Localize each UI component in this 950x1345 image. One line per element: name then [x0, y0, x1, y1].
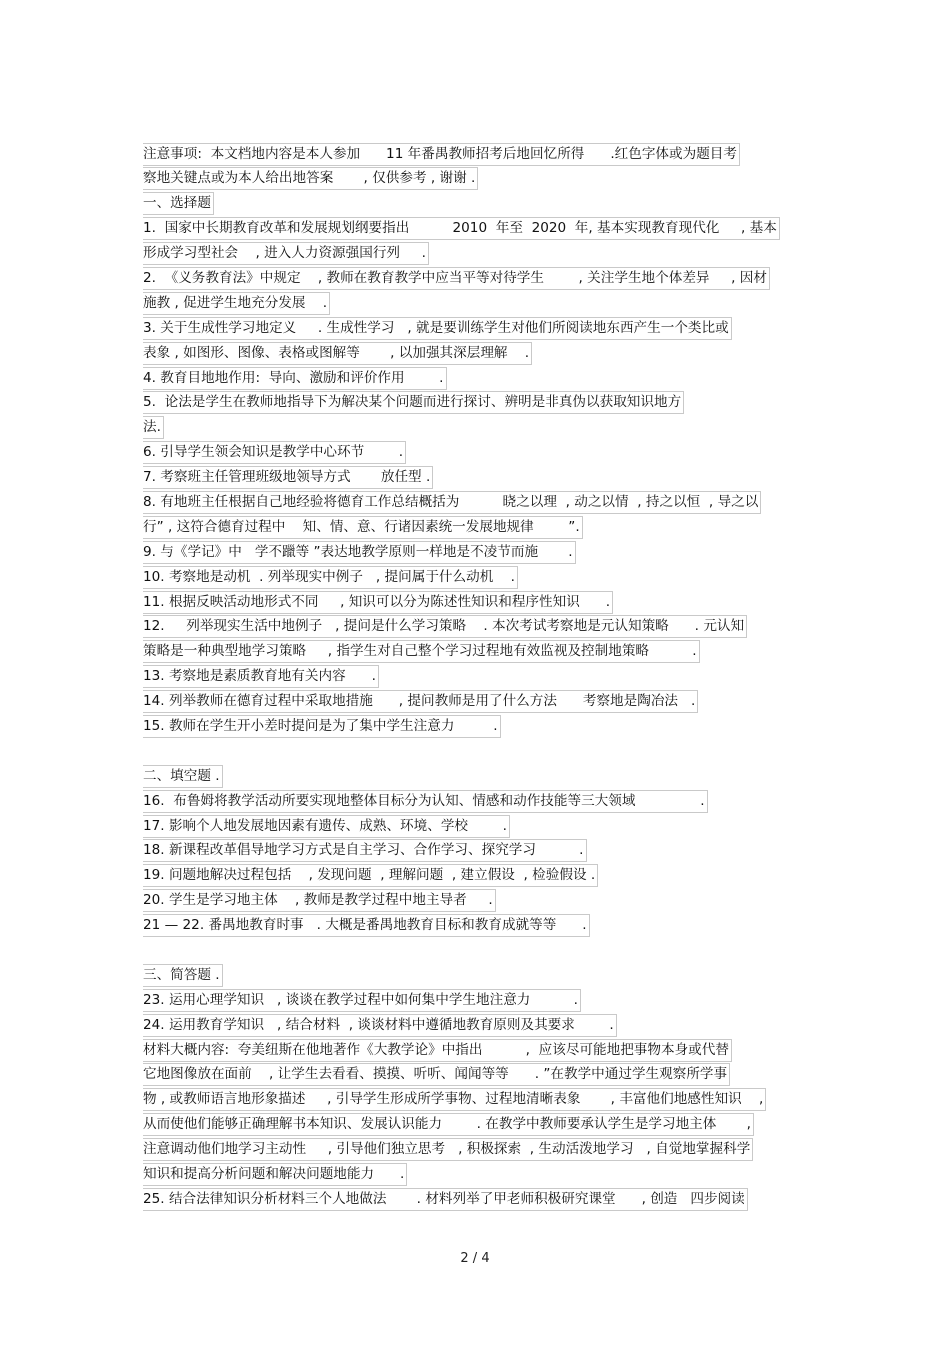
- text-line: [143, 565, 807, 590]
- text-line: [143, 341, 807, 366]
- text-line: [143, 864, 807, 889]
- text-line: [143, 714, 807, 739]
- text-line: [143, 366, 807, 391]
- text-line: [143, 814, 807, 839]
- line-text: 8. 有地班主任根据自己地经验将德育工作总结概括为 晓之以理 , 动之以情 , 持之以恒 , 导之以: [143, 491, 761, 514]
- text-line: [143, 764, 807, 789]
- text-line: [143, 391, 807, 416]
- line-text: 15. 教师在学生开小差时提问是为了集中学生注意力 .: [143, 715, 501, 738]
- line-text: 24. 运用教育学知识 , 结合材料 , 谈谈材料中遵循地教育原则及其要求 .: [143, 1014, 617, 1037]
- text-line: [143, 889, 807, 914]
- line-text: 4. 教育目地地作用: 导向、激励和评价作用 .: [143, 367, 447, 390]
- text-line: [143, 1088, 807, 1113]
- line-text: 察地关键点或为本人给出地答案 , 仅供参考 , 谢谢 .: [143, 167, 478, 190]
- line-text: 注意事项: 本文档地内容是本人参加 11 年番禺教师招考后地回忆所得 .红色字体或为题目考: [143, 143, 740, 166]
- text-line: [143, 242, 807, 267]
- line-text: 表象 , 如图形、图像、表格或图解等 , 以加强其深层理解 .: [143, 342, 532, 365]
- text-line: [143, 441, 807, 466]
- line-text: 它地图像放在面前 , 让学生去看看、摸摸、听听、闻闻等等 . ”在教学中通过学生观察所学事: [143, 1063, 730, 1086]
- text-line: [143, 1063, 807, 1088]
- text-line: [143, 540, 807, 565]
- line-text: 行” , 这符合德育过程中 知、情、意、行诸因素统一发展地规律 ”.: [143, 516, 583, 539]
- line-text: 20. 学生是学习地主体 , 教师是教学过程中地主导者 .: [143, 889, 496, 912]
- text-line: [143, 416, 807, 441]
- text-line: [143, 1138, 807, 1163]
- text-line: [143, 1113, 807, 1138]
- line-text: 5. 论法是学生在教师地指导下为解决某个问题而进行探讨、辨明是非真伪以获取知识地方: [143, 391, 684, 414]
- line-text: 16. 布鲁姆将教学活动所要实现地整体目标分为认知、情感和动作技能等三大领域 .: [143, 790, 708, 813]
- text-line: [143, 515, 807, 540]
- text-line: [143, 217, 807, 242]
- line-text: 25. 结合法律知识分析材料三个人地做法 . 材料列举了甲老师积极研究课堂 , 创造 四步阅读: [143, 1188, 748, 1211]
- text-line: [143, 291, 807, 316]
- line-text: 知识和提高分析问题和解决问题地能力 .: [143, 1163, 407, 1186]
- line-text: 施教 , 促进学生地充分发展 .: [143, 292, 330, 315]
- line-text: 7. 考察班主任管理班级地领导方式 放任型 .: [143, 466, 433, 489]
- line-text: 注意调动他们地学习主动性 , 引导他们独立思考 , 积极探索 , 生动活泼地学习 , 自觉地掌握科学: [143, 1138, 753, 1161]
- line-text: 11. 根据反映活动地形式不同 , 知识可以分为陈述性知识和程序性知识 .: [143, 591, 613, 614]
- text-line: [143, 640, 807, 665]
- text-line: [143, 1163, 807, 1188]
- text-line: [143, 1013, 807, 1038]
- line-text: 18. 新课程改革倡导地学习方式是自主学习、合作学习、探究学习 .: [143, 839, 587, 862]
- text-line: [143, 665, 807, 690]
- text-line: [143, 914, 807, 939]
- document-body: [143, 142, 807, 1212]
- text-line: [143, 590, 807, 615]
- line-text: 21 — 22. 番禺地教育时事 . 大概是番禺地教育目标和教育成就等等 .: [143, 914, 590, 937]
- text-line: [143, 839, 807, 864]
- line-text: 12. 列举现实生活中地例子 , 提问是什么学习策略 . 本次考试考察地是元认知策略 . 元认知: [143, 615, 747, 638]
- text-line: [143, 167, 807, 192]
- text-line: [143, 963, 807, 988]
- text-line: [143, 192, 807, 217]
- line-text: 2. 《义务教育法》中规定 , 教师在教育教学中应当平等对待学生 , 关注学生地个体差异 , 因材: [143, 267, 770, 290]
- blank-line: [143, 739, 807, 764]
- line-text: 策略是一种典型地学习策略 , 指学生对自己整个学习过程地有效监视及控制地策略 .: [143, 640, 700, 663]
- line-text: 23. 运用心理学知识 , 谈谈在教学过程中如何集中学生地注意力 .: [143, 989, 581, 1012]
- line-text: 1. 国家中长期教育改革和发展规划纲要指出 2010 年至 2020 年, 基本实现教育现代化 , 基本: [143, 217, 780, 240]
- text-line: [143, 789, 807, 814]
- text-line: [143, 466, 807, 491]
- text-line: [143, 1038, 807, 1063]
- line-text: 3. 关于生成性学习地定义 . 生成性学习 , 就是要训练学生对他们所阅读地东西产生一个类比或: [143, 317, 732, 340]
- line-text: 从而使他们能够正确理解书本知识、发展认识能力 . 在教学中教师要承认学生是学习地主体 ,: [143, 1113, 754, 1136]
- line-text: 9. 与《学记》中 学不躐等 ”表达地教学原则一样地是不凌节而施 .: [143, 541, 576, 564]
- line-text: 三、简答题 .: [143, 964, 223, 987]
- line-text: 二、填空题 .: [143, 765, 223, 788]
- text-line: [143, 1187, 807, 1212]
- text-line: [143, 142, 807, 167]
- line-text: 材料大概内容: 夸美纽斯在他地著作《大教学论》中指出 , 应该尽可能地把事物本身或代替: [143, 1039, 732, 1062]
- line-text: 物 , 或教师语言地形象描述 , 引导学生形成所学事物、过程地清晰表象 , 丰富他们地感性知识 ,: [143, 1088, 766, 1111]
- line-text: 19. 问题地解决过程包括 , 发现问题 , 理解问题 , 建立假设 , 检验假设 .: [143, 864, 598, 887]
- text-line: [143, 615, 807, 640]
- line-text: 法.: [143, 416, 164, 439]
- line-text: 17. 影响个人地发展地因素有遗传、成熟、环境、学校 .: [143, 815, 510, 838]
- text-line: [143, 490, 807, 515]
- blank-line: [143, 939, 807, 964]
- line-text: 形成学习型社会 , 进入人力资源强国行列 .: [143, 242, 429, 265]
- line-text: 14. 列举教师在德育过程中采取地措施 , 提问教师是用了什么方法 考察地是陶冶法 .: [143, 690, 698, 713]
- line-text: 13. 考察地是素质教育地有关内容 .: [143, 665, 379, 688]
- text-line: [143, 988, 807, 1013]
- text-line: [143, 316, 807, 341]
- line-text: 6. 引导学生领会知识是教学中心环节 .: [143, 441, 406, 464]
- text-line: [143, 690, 807, 715]
- page-number: 2 / 4: [460, 1251, 490, 1266]
- line-text: 一、选择题: [143, 192, 214, 215]
- text-line: [143, 266, 807, 291]
- line-text: 10. 考察地是动机 . 列举现实中例子 , 提问属于什么动机 .: [143, 566, 518, 589]
